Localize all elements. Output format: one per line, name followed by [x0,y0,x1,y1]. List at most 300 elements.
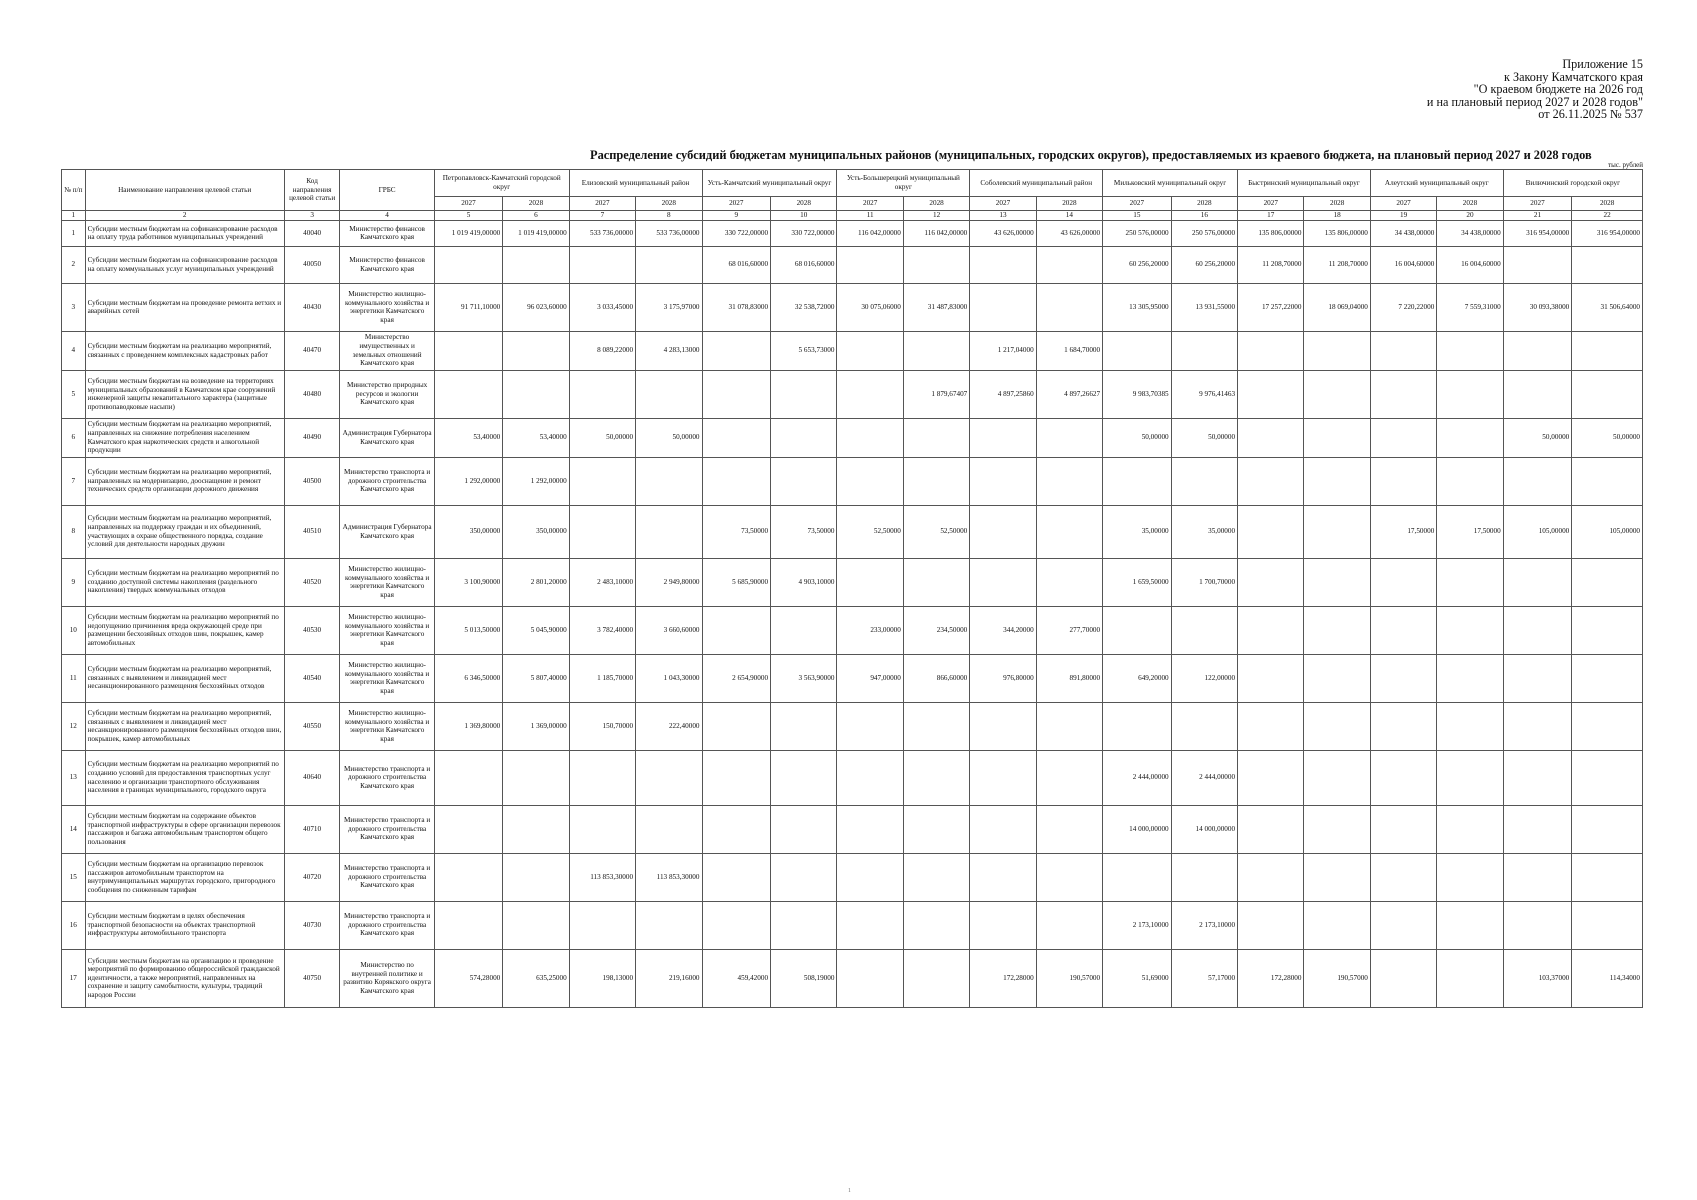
col-header-year: 2027 [569,197,635,211]
row-value [1036,505,1102,558]
row-value: 4 897,26627 [1036,370,1102,418]
row-value: 533 736,00000 [636,220,702,246]
row-value [702,702,771,750]
row-value: 114,34000 [1572,949,1643,1007]
row-value: 635,25000 [503,949,569,1007]
row-value: 34 438,00000 [1370,220,1436,246]
row-value: 3 033,45000 [569,283,635,331]
row-value: 344,20000 [970,606,1036,654]
col-header-municipality: Алеутский муниципальный округ [1370,170,1503,197]
col-index: 6 [503,211,569,221]
row-number: 16 [62,901,86,949]
table-row [62,220,1643,246]
row-value [702,418,771,457]
row-value: 3 100,90000 [434,558,503,606]
row-value: 52,50000 [837,505,903,558]
header-line: к Закону Камчатского края [1504,69,1643,84]
row-code: 40490 [284,418,340,457]
row-number: 10 [62,606,86,654]
row-value [569,505,635,558]
row-value: 5 013,50000 [434,606,503,654]
row-value [970,457,1036,505]
row-value: 32 538,72000 [771,283,837,331]
row-value [1572,654,1643,702]
row-value [1503,558,1572,606]
row-value: 316 954,00000 [1572,220,1643,246]
row-value: 1 185,70000 [569,654,635,702]
row-value [903,418,969,457]
row-code: 40500 [284,457,340,505]
row-value: 350,00000 [503,505,569,558]
col-header-year: 2028 [1437,197,1503,211]
row-value [1370,901,1436,949]
row-value: 50,00000 [1503,418,1572,457]
row-value [1238,853,1304,901]
row-number: 1 [62,220,86,246]
subsidy-table [61,169,1643,1008]
row-value: 34 438,00000 [1437,220,1503,246]
row-number: 17 [62,949,86,1007]
row-value [1238,505,1304,558]
row-value [837,418,903,457]
row-value [903,805,969,853]
row-number: 2 [62,246,86,283]
row-value: 17,50000 [1370,505,1436,558]
col-header-name: Наименование направления целевой статьи [85,170,284,211]
row-value [1304,606,1370,654]
row-name: Субсидии местным бюджетам на проведение ремонта ветхих и аварийных сетей [85,283,284,331]
row-value [503,750,569,805]
row-value: 2 654,90000 [702,654,771,702]
row-value [1036,418,1102,457]
row-value: 150,70000 [569,702,635,750]
row-value [434,750,503,805]
row-value [569,805,635,853]
row-value: 53,40000 [434,418,503,457]
row-value [970,805,1036,853]
row-name: Субсидии местным бюджетам на реализацию мероприятий, связанных с выявлением и ликвидацией мест несанкционированного размещения бесхозяйных отходов шин, покрышек, камер автомобильных [85,702,284,750]
document-title: Распределение субсидий бюджетам муниципальных районов (муниципальных, городских округов), предоставляемых из краевого бюджета, на плановый период 2027 и 2028 годов [590,148,1592,162]
row-value [1304,370,1370,418]
row-value [1238,654,1304,702]
col-header-year: 2027 [434,197,503,211]
col-header-year: 2027 [702,197,771,211]
row-value [1304,418,1370,457]
header-line: от 26.11.2025 № 537 [1538,107,1643,122]
table-row [62,505,1643,558]
row-code: 40520 [284,558,340,606]
row-value: 277,70000 [1036,606,1102,654]
row-value [771,457,837,505]
row-value: 11 208,70000 [1238,246,1304,283]
col-header-municipality: Вилючинский городской округ [1503,170,1642,197]
row-value: 113 853,30000 [569,853,635,901]
row-value: 73,50000 [771,505,837,558]
row-value [434,853,503,901]
row-value: 330 722,00000 [771,220,837,246]
row-number: 8 [62,505,86,558]
row-value [636,901,702,949]
row-grbs: Министерство транспорта и дорожного строительства Камчатского края [340,750,434,805]
row-value [1503,805,1572,853]
col-header-year: 2028 [903,197,969,211]
row-value [1437,606,1503,654]
row-value [702,853,771,901]
col-header-year: 2027 [1503,197,1572,211]
row-value [903,702,969,750]
row-value [1572,370,1643,418]
header-line: и на плановый период 2027 и 2028 годов" [1426,94,1643,109]
row-value [1238,750,1304,805]
row-value [1437,805,1503,853]
row-value [970,901,1036,949]
row-value: 2 173,10000 [1103,901,1172,949]
col-header-municipality: Соболевский муниципальный район [970,170,1103,197]
row-value [1370,805,1436,853]
row-value: 947,00000 [837,654,903,702]
col-index: 15 [1103,211,1172,221]
row-value: 219,16000 [636,949,702,1007]
row-value [771,750,837,805]
row-value: 190,57000 [1304,949,1370,1007]
table-row [62,246,1643,283]
row-value [1171,457,1237,505]
table-row [62,331,1643,370]
row-value: 116 042,00000 [837,220,903,246]
col-header-municipality: Петропавловск-Камчатский городской округ [434,170,569,197]
row-number: 9 [62,558,86,606]
col-index: 8 [636,211,702,221]
row-value: 30 075,06000 [837,283,903,331]
row-value [434,370,503,418]
table-row [62,702,1643,750]
row-value: 57,17000 [1171,949,1237,1007]
row-value [837,949,903,1007]
table-row [62,283,1643,331]
row-value [837,901,903,949]
header-line: Приложение 15 [1562,57,1643,71]
row-code: 40480 [284,370,340,418]
col-index: 5 [434,211,503,221]
row-value: 1 019 419,00000 [503,220,569,246]
col-header-municipality: Усть-Камчатский муниципальный округ [702,170,837,197]
row-value [837,246,903,283]
row-value: 330 722,00000 [702,220,771,246]
row-value [1503,750,1572,805]
row-value [1503,901,1572,949]
row-value: 4 903,10000 [771,558,837,606]
row-value: 3 563,90000 [771,654,837,702]
col-header-year: 2027 [970,197,1036,211]
row-value [503,370,569,418]
row-value [903,457,969,505]
row-value [1238,457,1304,505]
row-value [771,418,837,457]
row-value [903,949,969,1007]
table-row [62,418,1643,457]
row-value [1572,606,1643,654]
row-value: 5 653,73000 [771,331,837,370]
row-value: 976,80000 [970,654,1036,702]
row-code: 40640 [284,750,340,805]
row-number: 15 [62,853,86,901]
row-value [702,331,771,370]
row-value: 350,00000 [434,505,503,558]
row-value [1036,853,1102,901]
row-value [702,370,771,418]
col-header-year: 2028 [1036,197,1102,211]
col-header-year: 2028 [1171,197,1237,211]
row-value: 9 983,70385 [1103,370,1172,418]
row-grbs: Министерство финансов Камчатского края [340,220,434,246]
col-index: 21 [1503,211,1572,221]
col-header-year: 2028 [636,197,702,211]
row-value [837,331,903,370]
row-value [569,457,635,505]
row-value [1304,654,1370,702]
row-value [702,901,771,949]
row-value: 222,40000 [636,702,702,750]
row-value [903,246,969,283]
row-value: 135 806,00000 [1304,220,1370,246]
col-header-year: 2027 [1103,197,1172,211]
row-value [636,457,702,505]
row-value: 13 931,55000 [1171,283,1237,331]
row-value [503,853,569,901]
row-value: 16 004,60000 [1370,246,1436,283]
row-value: 9 976,41463 [1171,370,1237,418]
row-name: Субсидии местным бюджетам на реализацию мероприятий, направленных на поддержку граждан и их объединений, участвующих в охране общественного порядка, создание условий для деятельности народных дружин [85,505,284,558]
row-value [1103,702,1172,750]
col-index: 2 [85,211,284,221]
row-value [1370,418,1436,457]
row-value [837,558,903,606]
row-grbs: Министерство жилищно-коммунального хозяйства и энергетики Камчатского края [340,283,434,331]
row-grbs: Министерство жилищно-коммунального хозяйства и энергетики Камчатского края [340,606,434,654]
row-value [1238,558,1304,606]
row-name: Субсидии местным бюджетам на реализацию мероприятий, связанных с выявлением и ликвидацией мест несанкционированного размещения бесхозяйных отходов [85,654,284,702]
row-value: 53,40000 [503,418,569,457]
col-header-municipality: Мильковский муниципальный округ [1103,170,1238,197]
row-value: 1 292,00000 [503,457,569,505]
row-value [1437,418,1503,457]
row-number: 11 [62,654,86,702]
row-value: 7 220,22000 [1370,283,1436,331]
col-index: 17 [1238,211,1304,221]
row-value: 17,50000 [1437,505,1503,558]
table-row [62,949,1643,1007]
row-value: 2 801,20000 [503,558,569,606]
row-value [1437,654,1503,702]
row-value [1370,558,1436,606]
row-value: 103,37000 [1503,949,1572,1007]
row-value: 7 559,31000 [1437,283,1503,331]
row-value: 113 853,30000 [636,853,702,901]
row-value [970,283,1036,331]
row-grbs: Министерство финансов Камчатского края [340,246,434,283]
row-value [903,750,969,805]
col-index: 22 [1572,211,1643,221]
page-number: 1 [848,1188,851,1194]
row-value: 11 208,70000 [1304,246,1370,283]
row-name: Субсидии местным бюджетам на содержание объектов транспортной инфраструктуры в сфере организации перевозок пассажиров и багажа автомобильным транспортом общего пользования [85,805,284,853]
row-code: 40750 [284,949,340,1007]
row-value [771,370,837,418]
row-value [1572,750,1643,805]
row-value: 1 292,00000 [434,457,503,505]
row-value: 172,28000 [970,949,1036,1007]
row-value: 3 782,40000 [569,606,635,654]
row-grbs: Министерство жилищно-коммунального хозяйства и энергетики Камчатского края [340,654,434,702]
row-value [702,606,771,654]
row-value [702,750,771,805]
table-row [62,370,1643,418]
row-name: Субсидии местным бюджетам на реализацию мероприятий, связанных с проведением комплексных кадастровых работ [85,331,284,370]
row-value [837,750,903,805]
row-value [569,370,635,418]
row-value [1572,901,1643,949]
row-value [903,331,969,370]
col-index: 3 [284,211,340,221]
document-header [1427,58,1643,121]
row-value [636,805,702,853]
row-value: 4 283,13000 [636,331,702,370]
row-value [503,246,569,283]
row-value: 105,00000 [1503,505,1572,558]
col-header-year: 2027 [837,197,903,211]
row-value: 60 256,20000 [1103,246,1172,283]
row-value: 52,50000 [903,505,969,558]
row-code: 40510 [284,505,340,558]
row-value: 866,60000 [903,654,969,702]
row-code: 40710 [284,805,340,853]
row-value [970,418,1036,457]
row-value [702,457,771,505]
row-value [1437,331,1503,370]
row-value [1370,606,1436,654]
row-value [1572,246,1643,283]
row-value [1503,370,1572,418]
row-value: 649,20000 [1103,654,1172,702]
table-row [62,750,1643,805]
row-value: 1 019 419,00000 [434,220,503,246]
row-value: 5 807,40000 [503,654,569,702]
row-value [1304,558,1370,606]
row-value [837,457,903,505]
row-value [903,901,969,949]
row-value [434,805,503,853]
row-value [1503,331,1572,370]
row-value: 250 576,00000 [1171,220,1237,246]
row-grbs: Министерство транспорта и дорожного строительства Камчатского края [340,457,434,505]
row-value [1370,331,1436,370]
col-header-grbs: ГРБС [340,170,434,211]
col-header-code: Код направления целевой статьи [284,170,340,211]
row-value: 1 369,00000 [503,702,569,750]
row-value [1036,901,1102,949]
row-value [837,805,903,853]
col-index: 7 [569,211,635,221]
row-value: 17 257,22000 [1238,283,1304,331]
row-grbs: Администрация Губернатора Камчатского края [340,418,434,457]
row-value [636,246,702,283]
row-value [1572,457,1643,505]
row-value [1238,702,1304,750]
col-header-municipality: Усть-Большерецкий муниципальный округ [837,170,970,197]
row-value: 508,19000 [771,949,837,1007]
row-value [1370,370,1436,418]
row-value: 35,00000 [1103,505,1172,558]
row-code: 40430 [284,283,340,331]
row-value: 50,00000 [1103,418,1172,457]
row-value [1304,750,1370,805]
row-value [1304,702,1370,750]
row-value [1437,750,1503,805]
table-row [62,901,1643,949]
row-value [771,853,837,901]
row-value: 1 369,80000 [434,702,503,750]
row-value [1036,457,1102,505]
row-number: 12 [62,702,86,750]
col-index: 10 [771,211,837,221]
row-value [1304,505,1370,558]
row-value [970,853,1036,901]
row-value [1304,331,1370,370]
row-value [1036,805,1102,853]
row-name: Субсидии местным бюджетам на реализацию мероприятий по созданию условий для предоставления транспортных услуг населению и организации транспортного обслуживания населения в границах муниципального, городского округа [85,750,284,805]
row-value: 13 305,95000 [1103,283,1172,331]
row-value: 8 089,22000 [569,331,635,370]
row-value [970,558,1036,606]
col-index: 14 [1036,211,1102,221]
row-number: 7 [62,457,86,505]
row-value: 35,00000 [1171,505,1237,558]
row-value [1503,654,1572,702]
col-index: 16 [1171,211,1237,221]
row-value [1503,246,1572,283]
units-label: тыс. рублей [1608,161,1643,169]
row-value [771,901,837,949]
row-value [970,246,1036,283]
row-value [771,606,837,654]
row-value [1437,457,1503,505]
row-value [569,246,635,283]
row-name: Субсидии местным бюджетам на возведение на территориях муниципальных образований в Камчатском крае сооружений инженерной защиты некапитального характера (защитные противопаводковые насыпи) [85,370,284,418]
row-value [837,702,903,750]
row-code: 40540 [284,654,340,702]
row-value [771,805,837,853]
row-value: 316 954,00000 [1503,220,1572,246]
row-name: Субсидии местным бюджетам на реализацию мероприятий по недопущению причинения вреда окружающей среде при размещении бесхозяйных отходов шин, покрышек, камер автомобильных [85,606,284,654]
row-value [569,750,635,805]
row-value: 50,00000 [636,418,702,457]
row-name: Субсидии местным бюджетам на реализацию мероприятий, направленных на модернизацию, дооснащение и ремонт технических средств организации дорожного движения [85,457,284,505]
row-name: Субсидии местным бюджетам на реализацию мероприятий, направленных на снижение потребления населением Камчатского края наркотических средств и алкогольной продукции [85,418,284,457]
row-grbs: Министерство природных ресурсов и экологии Камчатского края [340,370,434,418]
row-value: 91 711,10000 [434,283,503,331]
row-value: 50,00000 [1171,418,1237,457]
row-value [1238,606,1304,654]
row-value: 198,13000 [569,949,635,1007]
row-value [1036,750,1102,805]
row-value: 73,50000 [702,505,771,558]
row-value [1370,702,1436,750]
row-value: 5 045,90000 [503,606,569,654]
row-value [1036,702,1102,750]
col-header-municipality: Быстринский муниципальный округ [1238,170,1371,197]
row-value [1437,901,1503,949]
row-value [1103,331,1172,370]
